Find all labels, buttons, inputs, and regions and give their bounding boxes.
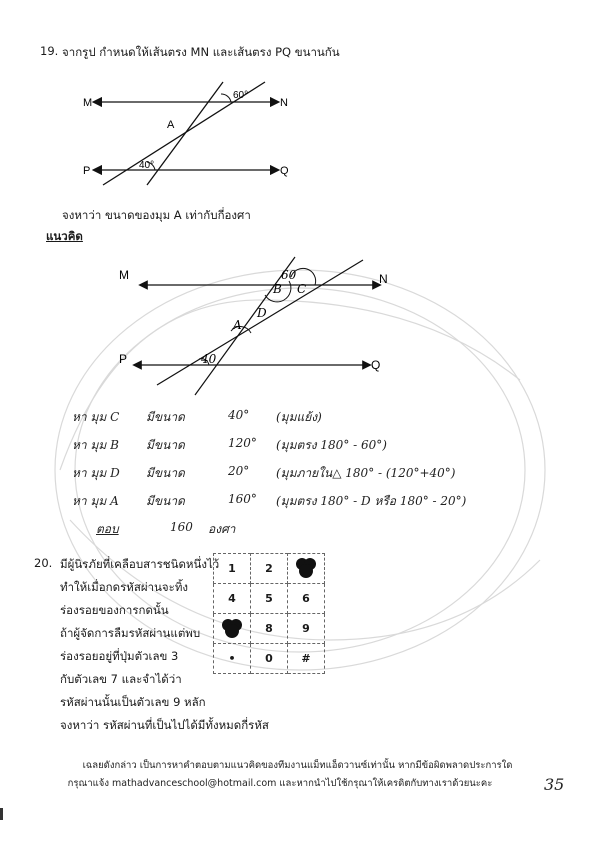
solution-transversal-2	[195, 257, 295, 395]
step-2-left: หา มุม B	[72, 438, 119, 452]
q19-prompt: จากรูป กำหนดให้เส้นตรง MN และเส้นตรง PQ ขนานกัน	[62, 45, 340, 59]
solution-figure	[105, 255, 425, 405]
footer-line-1: เฉลยดังกล่าว เป็นการหาคำตอบตามแนวคิดของทีมงานแม็ทแอ็ดวานซ์เท่านั้น หากมีข้อผิดพลาดประการใด	[82, 760, 513, 771]
q20-line-8: จงหาว่า รหัสผ่านที่เป็นไปได้มีทั้งหมดกี่รหัส	[60, 718, 269, 732]
q20-line-3: ร่องรอยของการกดนั้น	[60, 603, 169, 617]
solution-label-40: 40	[201, 352, 217, 366]
footer-line-2: กรุณาแจ้ง mathadvanceschool@hotmail.com และหากนำไปใช้กรุณาให้เครดิตกับทางเราด้วยนะคะ	[67, 778, 493, 789]
solution-label-q: Q	[371, 358, 381, 372]
key-6: 6	[288, 584, 325, 614]
step-2-reason: (มุมตรง 180° - 60°)	[276, 438, 387, 452]
keypad-grid	[213, 553, 325, 674]
q20-line-2: ทำให้เมื่อกดรหัสผ่านจะทิ้ง	[60, 580, 189, 594]
step-1-reason: (มุมแย้ง)	[276, 410, 322, 424]
smudge-icon	[293, 555, 319, 579]
solution-label-60: 60	[281, 268, 297, 282]
key-1: 1	[214, 554, 251, 584]
solution-label-b: B	[273, 282, 282, 296]
q20-line-7: รหัสผ่านนั้นเป็นตัวเลข 9 หลัก	[60, 695, 206, 709]
label-m: M	[83, 97, 93, 109]
answer-unit: องศา	[208, 522, 236, 536]
solution-label-n: N	[379, 272, 388, 286]
step-4-left: หา มุม A	[72, 494, 119, 508]
label-p: P	[83, 165, 91, 177]
solution-label-a: A	[233, 318, 242, 332]
q20-line-6: กับตัวเลข 7 และจำได้ว่า	[60, 672, 182, 686]
key-3-smudge	[288, 554, 325, 584]
key-star: •	[214, 644, 251, 674]
q20-line-1: มีผู้นิรภัยที่เคลือบสารชนิดหนึ่งไว้	[60, 557, 220, 571]
step-3-left: หา มุม D	[72, 466, 120, 480]
solution-label-m: M	[119, 268, 129, 282]
q19-number: 19.	[40, 44, 59, 58]
label-n: N	[280, 97, 288, 109]
step-3-mid: มีขนาด	[146, 466, 185, 480]
key-8: 8	[251, 614, 288, 644]
step-2-value: 120°	[228, 436, 257, 450]
q19-figure	[75, 80, 300, 190]
scan-edge-mark	[0, 808, 3, 820]
page-mark: 35	[544, 775, 565, 794]
smudge-icon	[219, 615, 245, 639]
answer-label: ตอบ	[96, 522, 119, 536]
key-9: 9	[288, 614, 325, 644]
step-4-mid: มีขนาด	[146, 494, 185, 508]
key-4: 4	[214, 584, 251, 614]
q20-line-4: ถ้าผู้จัดการลืมรหัสผ่านแต่พบ	[60, 626, 201, 640]
label-40: 40°	[139, 160, 155, 171]
step-4-reason: (มุมตรง 180° - D หรือ 180° - 20°)	[276, 494, 467, 508]
answer-value: 160	[170, 520, 193, 534]
q19-ask: จงหาว่า ขนาดของมุม A เท่ากับกี่องศา	[62, 208, 251, 222]
step-3-value: 20°	[228, 464, 250, 478]
solution-transversal-1	[157, 260, 363, 385]
q20-number: 20.	[34, 556, 53, 570]
solution-label-c: C	[297, 282, 307, 296]
label-60: 60°	[233, 90, 249, 101]
step-1-value: 40°	[228, 408, 250, 422]
step-4-value: 160°	[228, 492, 257, 506]
step-1-mid: มีขนาด	[146, 410, 185, 424]
label-a: A	[167, 119, 175, 131]
key-0: 0	[251, 644, 288, 674]
label-q: Q	[280, 165, 289, 177]
step-2-mid: มีขนาด	[146, 438, 185, 452]
key-hash: #	[288, 644, 325, 674]
step-1-left: หา มุม C	[72, 410, 120, 424]
key-5: 5	[251, 584, 288, 614]
arc-60	[221, 94, 231, 102]
solution-label-d: D	[257, 306, 267, 320]
key-7-smudge	[214, 614, 251, 644]
solution-label-p: P	[119, 352, 128, 366]
solution-label: แนวคิด	[46, 229, 83, 243]
key-2: 2	[251, 554, 288, 584]
step-3-reason: (มุมภายใน△ 180° - (120°+40°)	[276, 466, 456, 480]
q20-line-5: ร่องรอยอยู่ที่ปุ่มตัวเลข 3	[60, 649, 179, 663]
